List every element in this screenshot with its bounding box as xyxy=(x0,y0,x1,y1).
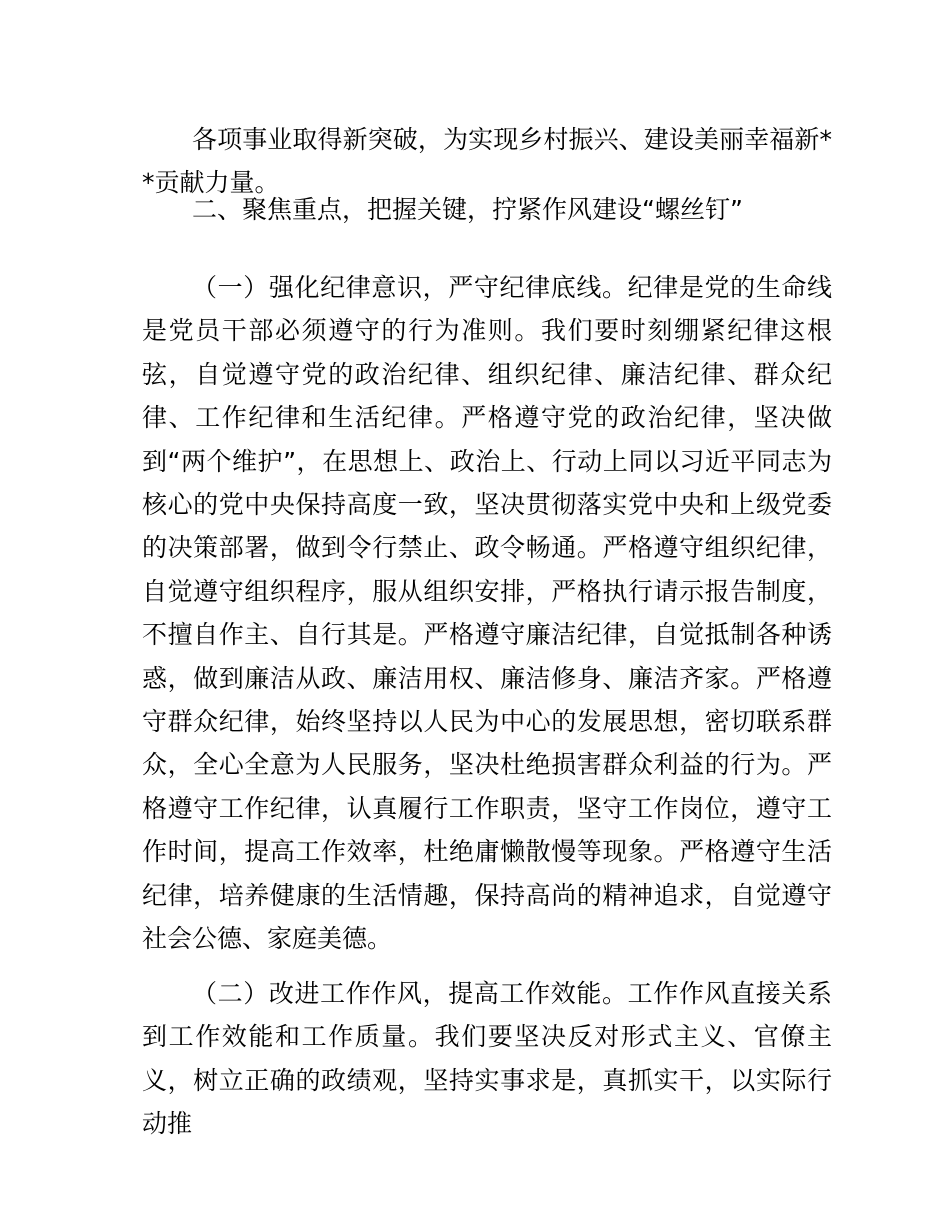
paragraph-continuation: 各项事业取得新突破，为实现乡村振兴、建设美丽幸福新**贡献力量。 xyxy=(142,125,832,198)
paragraph-work-style: （二）改进工作作风，提高工作效能。工作作风直接关系到工作效能和工作质量。我们要坚决反对形式主义、官僚主义，树立正确的政绩观，坚持实事求是，真抓实干，以实际行动推 xyxy=(142,979,832,1139)
paragraph-discipline: （一）强化纪律意识，严守纪律底线。纪律是党的生命线是党员干部必须遵守的行为准则。我们要时刻绷紧纪律这根弦，自觉遵守党的政治纪律、组织纪律、廉洁纪律、群众纪律、工作纪律和生活纪律。严格遵守党的政治纪律，坚决做到“两个维护”，在思想上、政治上、行动上同以习近平同志为核心的党中央保持高度一致，坚决贯彻落实党中央和上级党委的决策部署，做到令行禁止、政令畅通。严格遵守组织纪律，自觉遵守组织程序，服从组织安排，严格执行请示报告制度，不擅自作主、自行其是。严格遵守廉洁纪律，自觉抵制各种诱惑，做到廉洁从政、廉洁用权、廉洁修身、廉洁齐家。严格遵守群众纪律，始终坚持以人民为中心的发展思想，密切联系群众，全心全意为人民服务，坚决杜绝损害群众利益的行为。严格遵守工作纪律，认真履行工作职责，坚守工作岗位，遵守工作时间，提高工作效率，杜绝庸懒散慢等现象。严格遵守生活纪律，培养健康的生活情趣，保持高尚的精神追求，自觉遵守社会公德、家庭美德。 xyxy=(142,273,832,954)
section-heading: 二、聚焦重点，把握关键，拧紧作风建设“螺丝钉” xyxy=(192,195,743,224)
